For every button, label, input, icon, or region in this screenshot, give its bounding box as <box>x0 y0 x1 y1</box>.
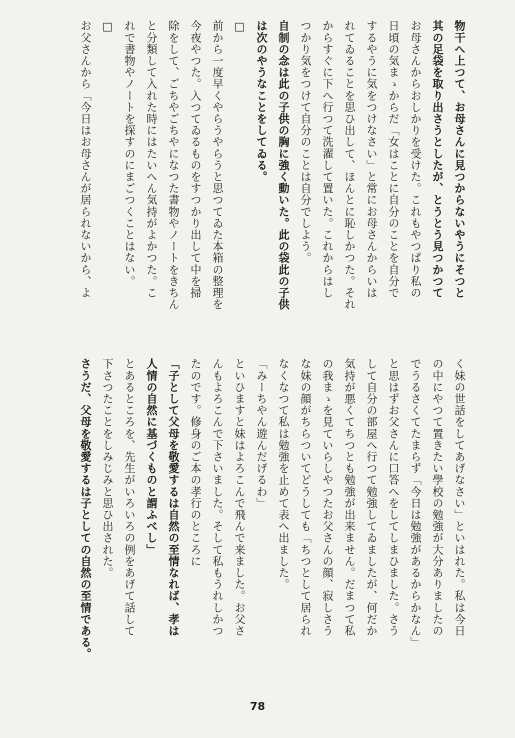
text-column: れてゐることを思ひ出して、ほんとに恥しかつた。それ <box>343 20 356 310</box>
text-column: の我まゝを見ていらしやつたお父さんの顔、寂しさう <box>321 358 334 637</box>
page-number: 78 <box>249 700 266 713</box>
text-column: 前から一度早くやらうやらうと思つてゐた本箱の整理を <box>211 20 224 310</box>
text-column: 自制の念は此の子供の胸に強く動いた。此の袋此の子供 <box>277 20 290 310</box>
text-column: さうだ、父母を敬愛するは子としての自然の至情である。 <box>79 358 92 660</box>
text-column: といひますと妹はよろこんで飛んで来ました。お父さ <box>233 358 246 637</box>
text-column: □ <box>233 20 246 34</box>
text-column: 其の足袋を取り出さうとしたが、とうとう見つかつて <box>431 20 444 299</box>
text-column: 下さつたことをしみじみと思ひ出された。 <box>101 358 114 579</box>
text-column: 日頃の気まゝからだ「女はことに自分のことを自分で <box>387 20 400 299</box>
text-column: でうるさくてたまらず「今日は勉強があるからかなん」 <box>409 358 422 648</box>
text-column: と分類して入れた時にはたいへん気持がよかつた。こ <box>145 20 158 299</box>
text-column: く妹の世話をしてあげなさい」といはれた。私は今日 <box>453 358 466 637</box>
text-column: 除をして、ごちやごちやになつた書物やノートをきちん <box>167 20 180 310</box>
text-column: んもよろこんで下さいました。そして私もうれしかつ <box>211 358 224 637</box>
text-column: して自分の部屋へ行つて勉強してゐましたが、何だか <box>365 358 378 637</box>
text-column: つかり気をつけて自分のことは自分でしよう。 <box>299 20 312 264</box>
text-column: と思はずお父さんに口答へをしてしまひました。さう <box>387 358 400 637</box>
text-column: 「子として父母を敬愛するは自然の至情なれば、孝は <box>167 358 180 637</box>
text-column: □ <box>101 20 114 34</box>
text-column: たのです。修身のご本の孝行のところに <box>189 358 202 567</box>
text-column: は次のやうなことをしてゐる。 <box>255 20 268 183</box>
text-column: するやうに気をつけなさい」と常にお母さんからいは <box>365 20 378 299</box>
text-column: とあるところを、先生がいろいろの例をあげて話して <box>123 358 136 637</box>
text-column: 物干へ上つて、お母さんに見つからないやうにそつと <box>453 20 466 299</box>
text-column: からすぐに下へ行つて洗濯して置いた。これからはし <box>321 20 334 299</box>
text-column: 気持が悪くてちつとも勉強が出来ません。だまつて私 <box>343 358 356 637</box>
upper-text-block <box>70 20 470 345</box>
text-column: れで書物やノートを探すのにまごつくことはない。 <box>123 20 136 287</box>
text-column: の中にやつて置きたい學校の勉強が大分ありましたの <box>431 358 444 637</box>
text-column: なくなつて私は勉強を止めて表へ出ました。 <box>277 358 290 590</box>
text-column: 「みーちやん遊んだげるわ」 <box>255 358 268 509</box>
text-column: な妹の顔がちらついてどうしても「ちつとして居られ <box>299 358 312 637</box>
lower-text-block <box>70 358 470 693</box>
text-column: お母さんからおしかりを受けた。これもやつぱり私の <box>409 20 422 299</box>
text-column: お父さんから「今日はお母さんが居られないから、よ <box>79 20 92 299</box>
text-column: 人情の自然に基づくものと謂ふべし」 <box>145 358 158 556</box>
text-column: 今夜やつた。入つてゐるものをすつかり出して中を掃 <box>189 20 202 299</box>
